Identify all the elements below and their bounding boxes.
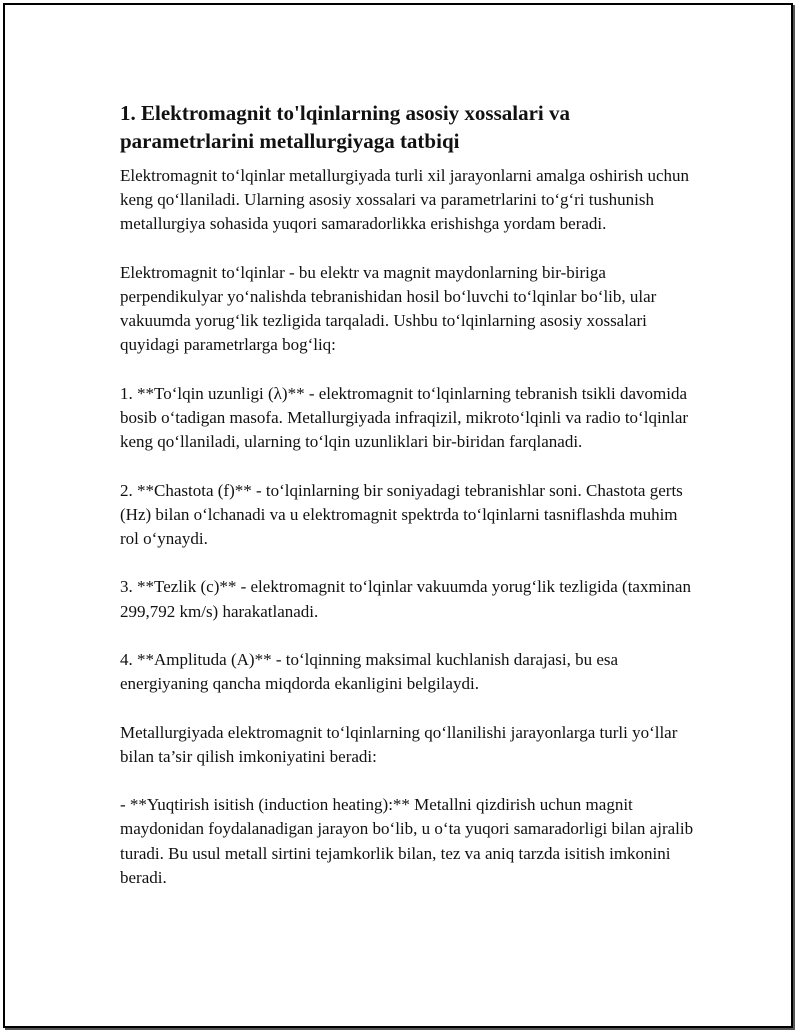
- paragraph-wavelength: 1. **To‘lqin uzunligi (λ)** - elektromagnit to‘lqinlarning tebranish tsikli davomida bosib o‘tadigan masofa. Metallurgiyada infraqizil, mikroto‘lqinli va radio to‘lqinlar keng qo‘llaniladi, ularning to‘lqin uzunliklari bir-biridan farqlanadi.: [120, 383, 689, 452]
- paragraph-definition: Elektromagnit to‘lqinlar - bu elektr va magnit maydonlarning bir-biriga perpendikulyar yo‘nalishda tebranishidan hosil bo‘luvchi to‘lqinlar bo‘lib, ular vakuumda yorug‘lik tezligida tarqaladi. Ushbu to‘lqinlarning asosiy xossalari quyidagi parametrlarga bog‘liq:: [120, 262, 657, 355]
- paragraph-amplitude: 4. **Amplituda (A)** - to‘lqinning maksimal kuchlanish darajasi, bu esa energiyaning qancha miqdorda ekanligini belgilaydi.: [120, 649, 619, 694]
- document-page: [3, 3, 793, 1028]
- paragraph-applications: Metallurgiyada elektromagnit to‘lqinlarning qo‘llanilishi jarayonlarga turli yo‘llar bilan ta’sir qilish imkoniyatini beradi:: [120, 722, 678, 766]
- paragraph-intro: Elektromagnit to‘lqinlar metallurgiyada turli xil jarayonlarni amalga oshirish uchun keng qo‘llaniladi. Ularning asosiy xossalari va parametrlarini to‘g‘ri tushunish metallurgiya sohasida yuqori samaradorlikka erishishga yordam beradi.: [120, 166, 690, 234]
- paragraph-speed: 3. **Tezlik (c)** - elektromagnit to‘lqinlar vakuumda yorug‘lik tezligida (taxminan 299,792 km/s) harakatlanadi.: [120, 577, 691, 621]
- paragraph-frequency: 2. **Chastota (f)** - to‘lqinlarning bir soniyadagi tebranishlar soni. Chastota gerts (Hz) bilan o‘lchanadi va u elektromagnit spektrda to‘lqinlarni tasniflashda muhim rol o‘ynaydi.: [120, 480, 683, 548]
- section-heading: 1. Elektromagnit to'lqinlarning asosiy xossalari va parametrlarini metallurgiyaga tatbiqi: [120, 101, 570, 153]
- paragraph-induction-heating: - **Yuqtirish isitish (induction heating):** Metallni qizdirish uchun magnit maydonidan foydalanadigan jarayon bo‘lib, u o‘ta yuqori samaradorligi bilan ajralib turadi. Bu usul metall sirtini tejamkorlik bilan, tez va aniq tarzda isitish imkonini beradi.: [120, 795, 694, 887]
- document-content: [120, 99, 695, 890]
